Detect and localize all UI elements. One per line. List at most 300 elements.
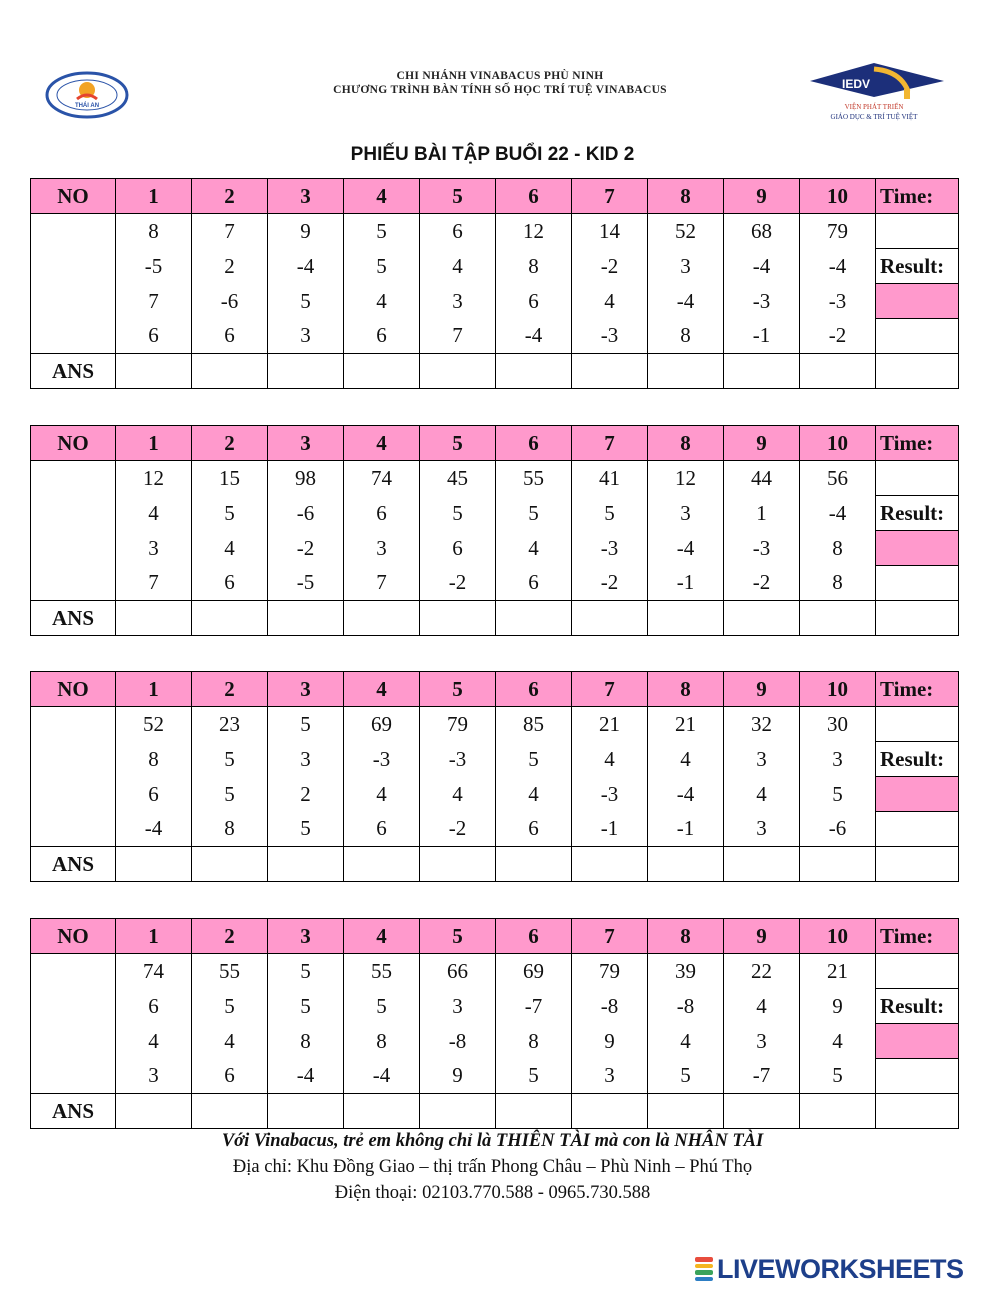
side-blank <box>876 812 959 847</box>
question-value: -3 <box>344 742 420 777</box>
answer-input[interactable] <box>572 847 648 882</box>
question-value: -4 <box>116 812 192 847</box>
answer-input[interactable] <box>116 354 192 389</box>
question-value: 44 <box>724 461 800 496</box>
column-number: 6 <box>496 919 572 954</box>
column-number: 10 <box>800 426 876 461</box>
question-value: 69 <box>496 954 572 989</box>
question-value: 68 <box>724 214 800 249</box>
left-logo-text: THÁI AN <box>74 103 100 109</box>
answer-input[interactable] <box>800 354 876 389</box>
no-label: NO <box>31 672 116 707</box>
answer-input[interactable] <box>344 354 420 389</box>
question-value: 5 <box>344 989 420 1024</box>
question-value: 69 <box>344 707 420 742</box>
question-value: 4 <box>192 1024 268 1059</box>
time-label: Time: <box>876 919 959 954</box>
question-value: -3 <box>572 531 648 566</box>
side-blank <box>876 566 959 601</box>
question-value: 9 <box>420 1059 496 1094</box>
question-value: 7 <box>344 566 420 601</box>
question-value: 6 <box>420 531 496 566</box>
organization-heading <box>170 69 830 97</box>
column-number: 1 <box>116 672 192 707</box>
row-label-blank <box>31 1059 116 1094</box>
question-value: 3 <box>648 496 724 531</box>
question-value: 6 <box>116 319 192 354</box>
question-value: 4 <box>572 742 648 777</box>
answer-input[interactable] <box>268 847 344 882</box>
right-logo-abbr: IEDV <box>842 77 871 91</box>
time-input[interactable] <box>876 214 959 249</box>
answer-input[interactable] <box>268 1094 344 1129</box>
question-value: 3 <box>420 989 496 1024</box>
no-label: NO <box>31 426 116 461</box>
question-value: 5 <box>496 742 572 777</box>
answer-input[interactable] <box>648 601 724 636</box>
question-value: 15 <box>192 461 268 496</box>
row-label-blank <box>31 989 116 1024</box>
exercise-table-3 <box>30 671 959 882</box>
column-number: 5 <box>420 919 496 954</box>
question-value: 3 <box>116 531 192 566</box>
question-value: -4 <box>496 319 572 354</box>
footer-slogan: Với Vinabacus, trẻ em không chỉ là THIÊN TÀI mà con là NHÂN TÀI <box>221 1131 764 1151</box>
question-value: 4 <box>116 496 192 531</box>
column-number: 5 <box>420 672 496 707</box>
row-label-blank <box>31 1024 116 1059</box>
question-value: 21 <box>572 707 648 742</box>
question-value: -6 <box>268 496 344 531</box>
column-number: 8 <box>648 672 724 707</box>
column-number: 4 <box>344 672 420 707</box>
column-number: 7 <box>572 919 648 954</box>
column-number: 4 <box>344 919 420 954</box>
result-input[interactable] <box>876 777 959 812</box>
question-value: 8 <box>344 1024 420 1059</box>
question-value: 3 <box>648 249 724 284</box>
row-label-blank <box>31 531 116 566</box>
liveworksheets-icon <box>695 1256 713 1282</box>
question-value: 9 <box>268 214 344 249</box>
page-header <box>0 55 1000 135</box>
question-value: 3 <box>572 1059 648 1094</box>
question-value: 6 <box>496 566 572 601</box>
question-value: 4 <box>420 249 496 284</box>
answer-input[interactable] <box>496 1094 572 1129</box>
answer-input[interactable] <box>724 354 800 389</box>
question-value: 5 <box>648 1059 724 1094</box>
answer-input[interactable] <box>648 847 724 882</box>
question-value: 79 <box>800 214 876 249</box>
column-number: 7 <box>572 426 648 461</box>
question-value: 8 <box>192 812 268 847</box>
question-value: 3 <box>344 531 420 566</box>
ans-label: ANS <box>31 847 116 882</box>
column-number: 10 <box>800 179 876 214</box>
question-value: 8 <box>496 249 572 284</box>
column-number: 2 <box>192 426 268 461</box>
question-value: 3 <box>116 1059 192 1094</box>
time-input[interactable] <box>876 954 959 989</box>
question-value: 2 <box>268 777 344 812</box>
question-value: 6 <box>344 812 420 847</box>
question-value: -4 <box>800 249 876 284</box>
time-input[interactable] <box>876 707 959 742</box>
question-value: -6 <box>192 284 268 319</box>
column-number: 7 <box>572 672 648 707</box>
question-value: 30 <box>800 707 876 742</box>
question-value: -4 <box>268 1059 344 1094</box>
question-value: -8 <box>420 1024 496 1059</box>
answer-input[interactable] <box>572 1094 648 1129</box>
question-value: -2 <box>420 566 496 601</box>
answer-input[interactable] <box>800 847 876 882</box>
column-number: 2 <box>192 672 268 707</box>
column-number: 3 <box>268 179 344 214</box>
question-value: 6 <box>192 566 268 601</box>
answer-input[interactable] <box>344 1094 420 1129</box>
question-value: 12 <box>116 461 192 496</box>
question-value: 4 <box>116 1024 192 1059</box>
column-number: 3 <box>268 426 344 461</box>
result-label: Result: <box>876 249 959 284</box>
question-value: 3 <box>420 284 496 319</box>
question-value: 85 <box>496 707 572 742</box>
column-number: 8 <box>648 426 724 461</box>
answer-input[interactable] <box>192 601 268 636</box>
row-label-blank <box>31 249 116 284</box>
liveworksheets-brand[interactable] <box>695 1254 964 1284</box>
question-value: 5 <box>192 742 268 777</box>
question-value: 5 <box>192 989 268 1024</box>
footer-address: Địa chỉ: Khu Đồng Giao – thị trấn Phong Châu – Phù Ninh – Phú Thọ <box>232 1157 753 1177</box>
brand-wordmark: LIVEWORKSHEETS <box>717 1253 964 1284</box>
row-label-blank <box>31 319 116 354</box>
question-value: 5 <box>268 989 344 1024</box>
question-value: 8 <box>116 742 192 777</box>
question-value: -2 <box>420 812 496 847</box>
question-value: 4 <box>648 742 724 777</box>
question-value: 55 <box>496 461 572 496</box>
row-label-blank <box>31 566 116 601</box>
answer-input[interactable] <box>648 1094 724 1129</box>
question-value: 8 <box>116 214 192 249</box>
result-input[interactable] <box>876 1024 959 1059</box>
exercise-table-1 <box>30 178 959 389</box>
question-value: 4 <box>344 284 420 319</box>
question-value: -4 <box>648 531 724 566</box>
question-value: -4 <box>648 284 724 319</box>
answer-input[interactable] <box>496 354 572 389</box>
question-value: 4 <box>724 989 800 1024</box>
question-value: -2 <box>268 531 344 566</box>
question-value: -8 <box>572 989 648 1024</box>
answer-input[interactable] <box>268 354 344 389</box>
row-label-blank <box>31 812 116 847</box>
answer-input[interactable] <box>116 1094 192 1129</box>
question-value: 8 <box>648 319 724 354</box>
result-input[interactable] <box>876 284 959 319</box>
ans-label: ANS <box>31 601 116 636</box>
answer-input[interactable] <box>724 847 800 882</box>
question-value: 6 <box>116 989 192 1024</box>
answer-input[interactable] <box>116 847 192 882</box>
answer-input[interactable] <box>192 1094 268 1129</box>
question-value: 3 <box>800 742 876 777</box>
column-number: 5 <box>420 426 496 461</box>
answer-input[interactable] <box>268 601 344 636</box>
question-value: -3 <box>420 742 496 777</box>
side-blank <box>876 847 959 882</box>
question-value: -7 <box>496 989 572 1024</box>
question-value: 6 <box>496 284 572 319</box>
question-value: 4 <box>648 1024 724 1059</box>
question-value: 8 <box>496 1024 572 1059</box>
question-value: 41 <box>572 461 648 496</box>
question-value: -2 <box>572 566 648 601</box>
answer-input[interactable] <box>344 601 420 636</box>
question-value: 6 <box>344 496 420 531</box>
org-line-2: CHƯƠNG TRÌNH BÀN TÍNH SỐ HỌC TRÍ TUỆ VINABACUS <box>333 84 667 96</box>
column-number: 5 <box>420 179 496 214</box>
side-blank <box>876 1059 959 1094</box>
question-value: -2 <box>800 319 876 354</box>
question-value: 7 <box>116 566 192 601</box>
question-value: 5 <box>192 777 268 812</box>
answer-input[interactable] <box>724 601 800 636</box>
question-value: 8 <box>800 531 876 566</box>
result-label: Result: <box>876 742 959 777</box>
question-value: 4 <box>800 1024 876 1059</box>
question-value: 74 <box>116 954 192 989</box>
answer-input[interactable] <box>800 601 876 636</box>
answer-input[interactable] <box>116 601 192 636</box>
question-value: -7 <box>724 1059 800 1094</box>
column-number: 8 <box>648 179 724 214</box>
question-value: -3 <box>724 284 800 319</box>
row-label-blank <box>31 284 116 319</box>
answer-input[interactable] <box>192 847 268 882</box>
question-value: 6 <box>192 1059 268 1094</box>
question-value: 22 <box>724 954 800 989</box>
question-value: 4 <box>496 531 572 566</box>
question-value: -1 <box>572 812 648 847</box>
question-value: 79 <box>572 954 648 989</box>
row-label-blank <box>31 742 116 777</box>
question-value: 9 <box>800 989 876 1024</box>
time-label: Time: <box>876 426 959 461</box>
question-value: 6 <box>496 812 572 847</box>
question-value: 5 <box>268 707 344 742</box>
row-label-blank <box>31 777 116 812</box>
question-value: 52 <box>648 214 724 249</box>
answer-input[interactable] <box>420 601 496 636</box>
row-label-blank <box>31 496 116 531</box>
question-value: 5 <box>268 954 344 989</box>
question-value: -4 <box>800 496 876 531</box>
row-label-blank <box>31 214 116 249</box>
question-value: 4 <box>344 777 420 812</box>
question-value: 66 <box>420 954 496 989</box>
question-value: 52 <box>116 707 192 742</box>
question-value: 5 <box>496 496 572 531</box>
question-value: 2 <box>192 249 268 284</box>
answer-input[interactable] <box>572 601 648 636</box>
question-value: 74 <box>344 461 420 496</box>
question-value: -1 <box>648 812 724 847</box>
question-value: -2 <box>572 249 648 284</box>
question-value: 6 <box>420 214 496 249</box>
question-value: -1 <box>648 566 724 601</box>
question-value: 21 <box>800 954 876 989</box>
question-value: -8 <box>648 989 724 1024</box>
question-value: 14 <box>572 214 648 249</box>
time-label: Time: <box>876 179 959 214</box>
left-logo <box>44 71 130 119</box>
right-logo <box>804 61 952 125</box>
question-value: 5 <box>344 214 420 249</box>
column-number: 10 <box>800 919 876 954</box>
row-label-blank <box>31 707 116 742</box>
exercise-table-4 <box>30 918 959 1129</box>
column-number: 8 <box>648 919 724 954</box>
page-title: PHIẾU BÀI TẬP BUỔI 22 - KID 2 <box>350 144 635 165</box>
answer-input[interactable] <box>420 1094 496 1129</box>
question-value: 45 <box>420 461 496 496</box>
question-value: -3 <box>572 777 648 812</box>
answer-input[interactable] <box>192 354 268 389</box>
column-number: 1 <box>116 179 192 214</box>
question-value: 6 <box>192 319 268 354</box>
question-value: 12 <box>496 214 572 249</box>
question-value: -4 <box>648 777 724 812</box>
column-number: 10 <box>800 672 876 707</box>
question-value: 7 <box>192 214 268 249</box>
question-value: 6 <box>116 777 192 812</box>
time-input[interactable] <box>876 461 959 496</box>
exercise-table-2 <box>30 425 959 636</box>
question-value: 3 <box>268 742 344 777</box>
org-line-1: CHI NHÁNH VINABACUS PHÙ NINH <box>396 70 604 82</box>
question-value: -5 <box>268 566 344 601</box>
answer-input[interactable] <box>800 1094 876 1129</box>
question-value: 4 <box>496 777 572 812</box>
page-footer <box>0 1128 985 1206</box>
question-value: 56 <box>800 461 876 496</box>
answer-input[interactable] <box>572 354 648 389</box>
question-value: 4 <box>192 531 268 566</box>
question-value: 79 <box>420 707 496 742</box>
question-value: 5 <box>344 249 420 284</box>
question-value: -3 <box>572 319 648 354</box>
column-number: 6 <box>496 426 572 461</box>
question-value: 3 <box>724 1024 800 1059</box>
column-number: 2 <box>192 179 268 214</box>
question-value: 4 <box>420 777 496 812</box>
answer-input[interactable] <box>420 847 496 882</box>
column-number: 2 <box>192 919 268 954</box>
question-value: -1 <box>724 319 800 354</box>
question-value: 5 <box>192 496 268 531</box>
question-value: 8 <box>268 1024 344 1059</box>
question-value: 4 <box>572 284 648 319</box>
question-value: 5 <box>800 1059 876 1094</box>
no-label: NO <box>31 919 116 954</box>
question-value: -4 <box>344 1059 420 1094</box>
no-label: NO <box>31 179 116 214</box>
right-logo-line-2: GIÁO DỤC & TRÍ TUỆ VIỆT <box>830 113 918 121</box>
question-value: 55 <box>344 954 420 989</box>
question-value: 3 <box>724 742 800 777</box>
question-value: 6 <box>344 319 420 354</box>
side-blank <box>876 601 959 636</box>
question-value: 5 <box>268 812 344 847</box>
question-value: -3 <box>724 531 800 566</box>
result-label: Result: <box>876 496 959 531</box>
column-number: 4 <box>344 179 420 214</box>
question-value: -5 <box>116 249 192 284</box>
column-number: 4 <box>344 426 420 461</box>
answer-input[interactable] <box>648 354 724 389</box>
question-value: 5 <box>268 284 344 319</box>
time-label: Time: <box>876 672 959 707</box>
question-value: -2 <box>724 566 800 601</box>
side-blank <box>876 1094 959 1129</box>
answer-input[interactable] <box>496 847 572 882</box>
column-number: 9 <box>724 426 800 461</box>
question-value: 98 <box>268 461 344 496</box>
question-value: 55 <box>192 954 268 989</box>
question-value: -4 <box>724 249 800 284</box>
question-value: 8 <box>800 566 876 601</box>
question-value: 5 <box>420 496 496 531</box>
result-label: Result: <box>876 989 959 1024</box>
answer-input[interactable] <box>496 601 572 636</box>
column-number: 3 <box>268 919 344 954</box>
question-value: 7 <box>420 319 496 354</box>
column-number: 1 <box>116 426 192 461</box>
question-value: 23 <box>192 707 268 742</box>
row-label-blank <box>31 954 116 989</box>
question-value: 5 <box>800 777 876 812</box>
question-value: 21 <box>648 707 724 742</box>
question-value: 32 <box>724 707 800 742</box>
column-number: 6 <box>496 672 572 707</box>
answer-input[interactable] <box>344 847 420 882</box>
ans-label: ANS <box>31 354 116 389</box>
question-value: 12 <box>648 461 724 496</box>
column-number: 6 <box>496 179 572 214</box>
column-number: 7 <box>572 179 648 214</box>
question-value: 5 <box>572 496 648 531</box>
side-blank <box>876 354 959 389</box>
question-value: -3 <box>800 284 876 319</box>
column-number: 9 <box>724 919 800 954</box>
question-value: 1 <box>724 496 800 531</box>
question-value: 5 <box>496 1059 572 1094</box>
column-number: 9 <box>724 672 800 707</box>
ans-label: ANS <box>31 1094 116 1129</box>
column-number: 3 <box>268 672 344 707</box>
row-label-blank <box>31 461 116 496</box>
answer-input[interactable] <box>420 354 496 389</box>
right-logo-line-1: VIỆN PHÁT TRIỂN <box>844 103 904 111</box>
column-number: 1 <box>116 919 192 954</box>
column-number: 9 <box>724 179 800 214</box>
result-input[interactable] <box>876 531 959 566</box>
answer-input[interactable] <box>724 1094 800 1129</box>
